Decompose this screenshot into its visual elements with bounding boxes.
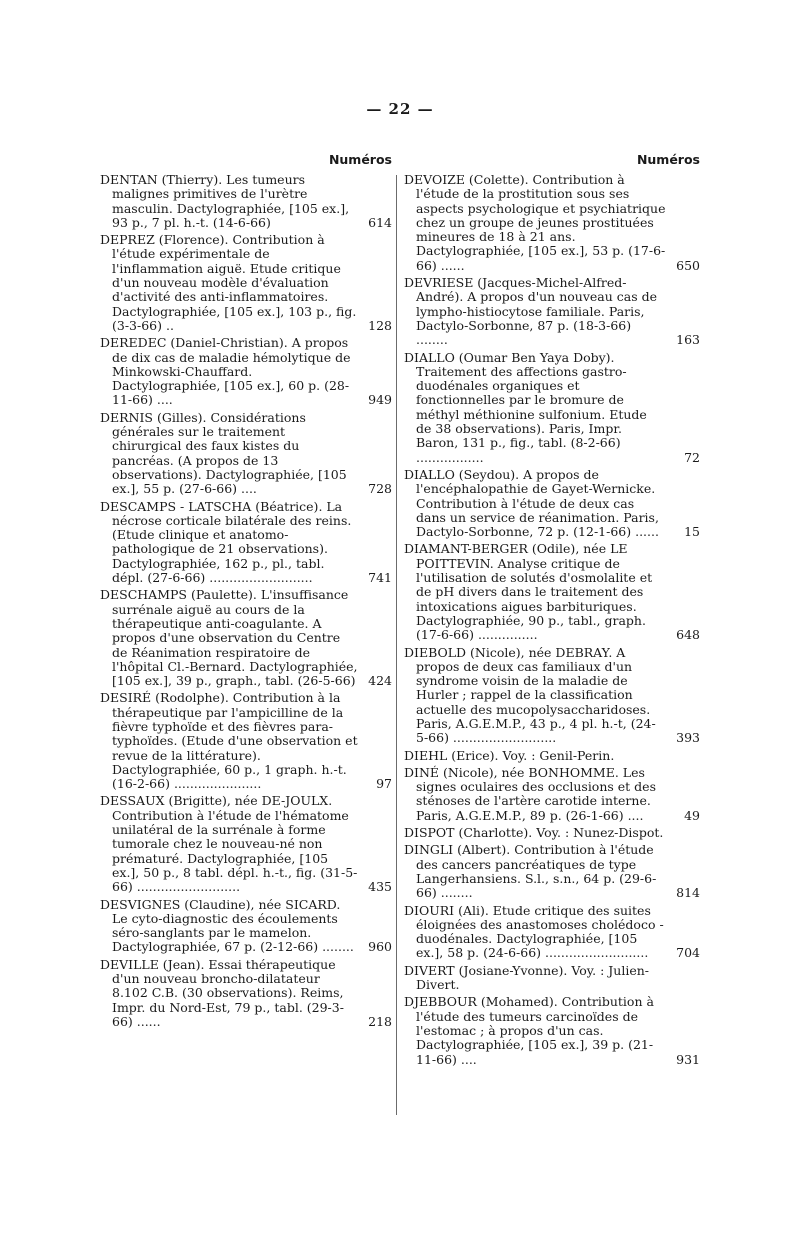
entry-text: DIALLO (Oumar Ben Yaya Doby). Traitement des affections gastro-duodénales organiques et fonctionnelles par le bromure de méthyl méthionine sulfonium. Etude de 38 observations). Paris, Impr. Baron, 131 p., fig., tabl. (8-2-66) ................. bbox=[404, 349, 647, 465]
bibliography-entry bbox=[100, 898, 392, 955]
bibliography-entry bbox=[404, 542, 700, 642]
right-column bbox=[404, 150, 700, 1067]
entry-text: DISPOT (Charlotte). Voy. : Nunez-Dispot. bbox=[404, 825, 664, 841]
entry-number: 648 bbox=[676, 627, 700, 643]
bibliography-entry bbox=[404, 826, 700, 840]
entry-text: DINÉ (Nicole), née BONHOMME. Les signes oculaires des occlusions et des sténoses de l'artère carotide interne. Paris, A.G.E.M.P., 89 p. (26-1-66) .... bbox=[404, 764, 656, 823]
entry-text: DIVERT (Josiane-Yvonne). Voy. : Julien-Divert. bbox=[404, 962, 650, 993]
entry-number: 393 bbox=[676, 730, 700, 746]
entry-text: DESIRÉ (Rodolphe). Contribution à la thérapeutique par l'ampicilline de la fièvre typhoïde et des fièvres para-typhoïdes. (Etude d'une observation et revue de la littérature). Dactylographiée, 60 p., 1 graph. h.-t. (16-2-66) ...................... bbox=[100, 690, 358, 792]
bibliography-entry bbox=[100, 588, 392, 688]
entry-text: DINGLI (Albert). Contribution à l'étude des cancers pancréatiques de type Langerhansiens. S.l., s.n., 64 p. (29-6-66) ........ bbox=[404, 842, 657, 901]
bibliography-entry bbox=[404, 766, 700, 823]
entry-number: 72 bbox=[684, 449, 700, 465]
entry-number: 814 bbox=[676, 885, 700, 901]
bibliography-entry bbox=[404, 749, 700, 763]
entry-number: 614 bbox=[368, 214, 392, 230]
entry-number: 728 bbox=[368, 481, 392, 497]
bibliography-entry bbox=[100, 500, 392, 586]
entry-number: 960 bbox=[368, 939, 392, 955]
entry-text: DIALLO (Seydou). A propos de l'encéphalopathie de Gayet-Wernicke. Contribution à l'étude de deux cas dans un service de réanimation. Paris, Dactylo-Sorbonne, 72 p. (12-1-66) ...... bbox=[404, 466, 659, 540]
bibliography-entry bbox=[100, 691, 392, 791]
bibliography-entry bbox=[404, 843, 700, 900]
bibliography-entry bbox=[100, 794, 392, 894]
entry-number: 163 bbox=[676, 332, 700, 348]
entry-number: 97 bbox=[376, 776, 392, 792]
entry-text: DEREDEC (Daniel-Christian). A propos de dix cas de maladie hémolytique de Minkowski-Chauffard. Dactylographiée, [105 ex.], 60 p. (28-11-66) .... bbox=[100, 335, 351, 408]
bibliography-entry bbox=[404, 964, 700, 993]
entry-number: 949 bbox=[368, 392, 392, 408]
entry-text: DERNIS (Gilles). Considérations générales sur le traitement chirurgical des faux kistes du pancréas. (A propos de 13 observations). Dactylographiée, [105 ex.], 55 p. (27-6-66) .... bbox=[100, 409, 347, 497]
entry-text: DIEBOLD (Nicole), née DEBRAY. A propos de deux cas familiaux d'un syndrome voisin de la maladie de Hurler ; rappel de la classification actuelle des mucopolysaccharidoses. Paris, A.G.E.M.P., 43 p., 4 pl. h.-t, (24-5-66) .......................... bbox=[404, 644, 656, 746]
bibliography-entry bbox=[100, 173, 392, 230]
entry-number: 435 bbox=[368, 879, 392, 895]
bibliography-entry bbox=[100, 411, 392, 497]
entry-text: DIOURI (Ali). Etude critique des suites éloignées des anastomoses cholédoco - duodénales. Dactylographiée, [105 ex.], 58 p. (24-6-66) .......................... bbox=[404, 902, 664, 961]
entry-text: DESVIGNES (Claudine), née SICARD. Le cyto-diagnostic des écoulements séro-sanglants par le mamelon. Dactylographiée, 67 p. (2-12-66) ........ bbox=[100, 896, 354, 955]
entry-number: 741 bbox=[368, 570, 392, 586]
entry-text: DENTAN (Thierry). Les tumeurs malignes primitives de l'urètre masculin. Dactylographiée, [105 ex.], 93 p., 7 pl. h.-t. (14-6-66) bbox=[100, 172, 350, 230]
entry-number: 128 bbox=[368, 317, 392, 333]
entry-number: 931 bbox=[676, 1051, 700, 1067]
entry-text: DEPREZ (Florence). Contribution à l'étude expérimentale de l'inflammation aiguë. Etude critique d'un nouveau modèle d'évaluation d'activité des anti-inflammatoires. Dactylographiée, [105 ex.], 103 p., fig. (3-3-66) .. bbox=[100, 232, 357, 333]
entry-text: DESCAMPS - LATSCHA (Béatrice). La nécrose corticale bilatérale des reins. (Etude clinique et anatomo-pathologique de 21 observations). Dactylographiée, 162 p., pl., tabl. dépl. (27-6-66) .......................... bbox=[100, 498, 352, 586]
entry-text: DEVRIESE (Jacques-Michel-Alfred-André). A propos d'un nouveau cas de lympho-histiocytose familiale. Paris, Dactylo-Sorbonne, 87 p. (18-3-66) ........ bbox=[404, 275, 658, 348]
bibliography-entry bbox=[404, 351, 700, 465]
left-entry-list bbox=[100, 173, 392, 1029]
bibliography-entry bbox=[100, 233, 392, 333]
page-number: — 22 — bbox=[366, 100, 434, 118]
entry-number: 424 bbox=[368, 673, 392, 689]
entry-text: DESCHAMPS (Paulette). L'insuffisance surrénale aiguë au cours de la thérapeutique anti-coagulante. A propos d'une observation du Centre de Réanimation respiratoire de l'hôpital Cl.-Bernard. Dactylographiée, [105 ex.], 39 p., graph., tabl. (26-5-66) bbox=[100, 587, 358, 689]
entry-text: DESSAUX (Brigitte), née DE-JOULX. Contribution à l'étude de l'hématome unilatéral de la surrénale à forme tumorale chez le nouveau-né non prématuré. Dactylographiée, [105 ex.], 50 p., 8 tabl. dépl. h.-t., fig. (31-5-66) .......................... bbox=[100, 793, 358, 895]
column-divider bbox=[396, 175, 397, 1115]
entry-text: DIEHL (Erice). Voy. : Genil-Perin. bbox=[404, 747, 615, 763]
entry-text: DJEBBOUR (Mohamed). Contribution à l'étude des tumeurs carcinoïdes de l'estomac ; à propos d'un cas. Dactylographiée, [105 ex.], 39 p. (21-11-66) .... bbox=[404, 994, 654, 1067]
right-entry-list bbox=[404, 173, 700, 1067]
bibliography-entry bbox=[404, 173, 700, 273]
bibliography-entry bbox=[404, 646, 700, 746]
entry-number: 704 bbox=[676, 945, 700, 961]
entry-number: 650 bbox=[676, 257, 700, 273]
left-column bbox=[100, 150, 392, 1029]
bibliography-entry bbox=[100, 336, 392, 407]
entry-text: DEVOIZE (Colette). Contribution à l'étude de la prostitution sous ses aspects psychologique et psychiatrique chez un groupe de jeunes prostituées mineures de 18 à 21 ans. Dactylographiée, [105 ex.], 53 p. (17-6-66) ...... bbox=[404, 172, 666, 273]
column-header-left: Numéros bbox=[328, 152, 392, 167]
column-header-right: Numéros bbox=[636, 152, 700, 167]
entry-text: DEVILLE (Jean). Essai thérapeutique d'un nouveau broncho-dilatateur 8.102 C.B. (30 observations). Reims, Impr. du Nord-Est, 79 p., tabl. (29-3-66) ...... bbox=[100, 956, 344, 1029]
entry-number: 49 bbox=[684, 807, 700, 823]
entry-number: 15 bbox=[684, 524, 700, 540]
bibliography-entry bbox=[404, 995, 700, 1066]
bibliography-entry bbox=[404, 904, 700, 961]
bibliography-entry bbox=[404, 276, 700, 347]
entry-number: 218 bbox=[368, 1013, 392, 1029]
entry-text: DIAMANT-BERGER (Odile), née LE POITTEVIN. Analyse critique de l'utilisation de solutés d'osmolalite et de pH divers dans le traitement des intoxications aigues barbituriques. Dactylographiée, 90 p., tabl., graph. (17-6-66) ............... bbox=[404, 541, 653, 643]
bibliography-entry bbox=[404, 468, 700, 539]
bibliography-entry bbox=[100, 958, 392, 1029]
